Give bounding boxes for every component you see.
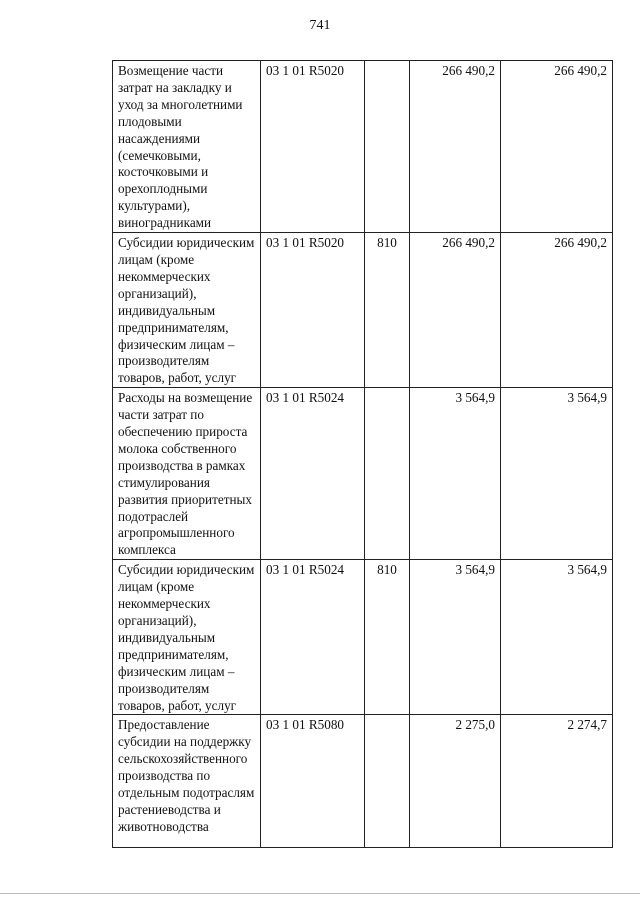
row-target-code: 03 1 01 R5080 [261, 715, 365, 848]
row-name: Субсидии юридическим лицам (кроме некоммерческих организаций), индивидуальным предпринимателям, физическим лицам – производителям товаров, работ, услуг [113, 233, 261, 388]
table-row [113, 715, 613, 848]
table-row [113, 233, 613, 388]
row-name: Возмещение части затрат на закладку и уход за многолетними плодовыми насаждениями (семечковыми, косточковыми и орехоплодными культурами), виноградниками [113, 61, 261, 233]
row-target-code: 03 1 01 R5020 [261, 233, 365, 388]
row-target-code: 03 1 01 R5024 [261, 388, 365, 560]
row-expense-type: 810 [365, 233, 410, 388]
row-name: Субсидии юридическим лицам (кроме некоммерческих организаций), индивидуальным предпринимателям, физическим лицам – производителям товаров, работ, услуг [113, 560, 261, 715]
row-amount-2: 2 274,7 [501, 715, 613, 848]
row-amount-1: 3 564,9 [410, 388, 501, 560]
row-amount-1: 266 490,2 [410, 233, 501, 388]
row-amount-2: 3 564,9 [501, 388, 613, 560]
scan-edge-divider [0, 893, 640, 894]
row-amount-1: 2 275,0 [410, 715, 501, 848]
row-target-code: 03 1 01 R5020 [261, 61, 365, 233]
row-amount-1: 266 490,2 [410, 61, 501, 233]
row-name: Расходы на возмещение части затрат по обеспечению прироста молока собственного производства в рамках стимулирования развития приоритетных подотраслей агропромышленного комплекса [113, 388, 261, 560]
page-number: 741 [309, 18, 331, 33]
row-amount-2: 266 490,2 [501, 61, 613, 233]
row-amount-2: 266 490,2 [501, 233, 613, 388]
row-expense-type [365, 388, 410, 560]
table-row [113, 560, 613, 715]
table-row [113, 388, 613, 560]
row-expense-type [365, 61, 410, 233]
row-amount-1: 3 564,9 [410, 560, 501, 715]
table-row [113, 61, 613, 233]
row-name: Предоставление субсидии на поддержку сельскохозяйственного производства по отдельным подотраслям растениеводства и животноводства [113, 715, 261, 848]
row-target-code: 03 1 01 R5024 [261, 560, 365, 715]
row-expense-type: 810 [365, 560, 410, 715]
budget-table [112, 60, 613, 848]
row-amount-2: 3 564,9 [501, 560, 613, 715]
row-expense-type [365, 715, 410, 848]
